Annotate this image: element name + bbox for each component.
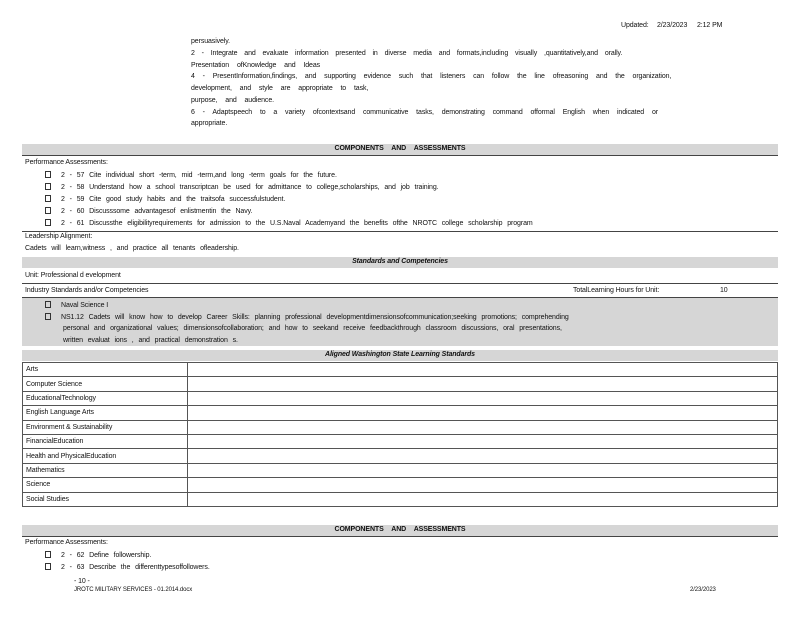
- standard-label: Science: [23, 478, 188, 492]
- competency-line: personal and organizational values; dimensionsofcollaboration; and how to seekand receive feedbackthrough classroom discussions, oral presentations,: [63, 325, 562, 332]
- standards-table: [22, 362, 778, 507]
- divider: [22, 283, 778, 284]
- standard-label: EducationalTechnology: [23, 391, 188, 405]
- performance-label: Performance Assessments:: [25, 539, 108, 546]
- updated-date: 2/23/2023: [657, 22, 688, 29]
- checkbox-square-icon: [45, 183, 51, 190]
- components-band-title: COMPONENTS AND ASSESSMENTS: [334, 145, 466, 152]
- table-row: [23, 377, 778, 391]
- table-row: [23, 420, 778, 434]
- checkbox-square-icon: [45, 207, 51, 214]
- intro-line: 2 - Integrate and evaluate information presented in diverse media and formats,including visually ,quantitatively,and orally.: [191, 50, 623, 57]
- list-item: 2 - 63 Describe the differenttypesoffollowers.: [45, 563, 210, 571]
- table-row: [23, 492, 778, 506]
- competency-heading: Naval Science I: [45, 301, 108, 309]
- leadership-label: Leadership Alignment:: [25, 233, 93, 240]
- intro-line: 6 - Adaptspeech to a variety ofcontextsand communicative tasks, demonstrating command offormal English when indicated or: [191, 109, 658, 116]
- competency-line: written evaluat ions , and practical demonstration s.: [63, 337, 238, 344]
- standard-cell: [188, 420, 778, 434]
- intro-line: Presentation ofKnowledge and Ideas: [191, 62, 321, 69]
- standard-label: Mathematics: [23, 463, 188, 477]
- table-row: [23, 434, 778, 448]
- unit-line: Unit: Professional d evelopment: [25, 272, 121, 279]
- checkbox-square-icon: [45, 313, 51, 320]
- industry-line: Industry Standards and/or Competencies: [25, 287, 149, 294]
- table-row: [23, 478, 778, 492]
- checkbox-square-icon: [45, 219, 51, 226]
- total-hours-label: TotalLearning Hours for Unit:: [573, 287, 660, 294]
- total-hours-value: 10: [720, 287, 728, 294]
- standard-cell: [188, 391, 778, 405]
- footer-date: 2/23/2023: [690, 587, 716, 593]
- intro-line: 4 - PresentInformation,findings, and supporting evidence such that listeners can follow the line ofreasoning and the organization,: [191, 73, 672, 80]
- components-band-title: COMPONENTS AND ASSESSMENTS: [334, 526, 466, 533]
- updated-label: Updated:: [621, 22, 649, 29]
- table-row: [23, 463, 778, 477]
- checkbox-square-icon: [45, 563, 51, 570]
- standard-label: FinancialEducation: [23, 434, 188, 448]
- aligned-standards-band-title: Aligned Washington State Learning Standards: [325, 351, 475, 358]
- performance-label: Performance Assessments:: [25, 159, 108, 166]
- standard-cell: [188, 463, 778, 477]
- checkbox-square-icon: [45, 551, 51, 558]
- table-row: [23, 406, 778, 420]
- standard-label: Computer Science: [23, 377, 188, 391]
- standards-band-title: Standards and Competencies: [352, 258, 448, 265]
- list-item: 2 - 62 Define followership.: [45, 551, 151, 559]
- checkbox-square-icon: [45, 301, 51, 308]
- table-row: [23, 363, 778, 377]
- standard-cell: [188, 406, 778, 420]
- list-item: 2 - 58 Understand how a school transcriptcan be used for admittance to college,scholarships, and job training.: [45, 183, 438, 191]
- standards-band: [22, 257, 778, 268]
- leadership-text: Cadets will learn,witness , and practice all tenants ofleadership.: [25, 245, 239, 252]
- table-row: [23, 391, 778, 405]
- standard-cell: [188, 478, 778, 492]
- standard-cell: [188, 377, 778, 391]
- list-item: 2 - 59 Cite good study habits and the traitsofa successfulstudent.: [45, 195, 285, 203]
- divider: [22, 231, 778, 232]
- aligned-standards-band: [22, 350, 778, 361]
- intro-line: development, and style are appropriate to task,: [191, 85, 369, 92]
- footer-file-name: JROTC MILITARY SERVICES - 01.2014.docx: [74, 587, 193, 593]
- standard-label: Social Studies: [23, 492, 188, 506]
- intro-line: purpose, and audience.: [191, 97, 274, 104]
- standard-label: Health and PhysicalEducation: [23, 449, 188, 463]
- intro-line: appropriate.: [191, 120, 228, 127]
- divider: [22, 155, 778, 156]
- list-item: 2 - 60 Discusssome advantagesof enlistmentin the Navy.: [45, 207, 252, 215]
- components-band: [22, 525, 778, 536]
- standard-cell: [188, 449, 778, 463]
- standard-label: English Language Arts: [23, 406, 188, 420]
- standard-cell: [188, 492, 778, 506]
- components-band: [22, 144, 778, 155]
- checkbox-square-icon: [45, 195, 51, 202]
- table-row: [23, 449, 778, 463]
- standard-cell: [188, 363, 778, 377]
- standard-label: Environment & Sustainability: [23, 420, 188, 434]
- list-item: 2 - 57 Cite individual short -term, mid -term,and long -term goals for the future.: [45, 171, 337, 179]
- intro-line: persuasively.: [191, 38, 231, 45]
- standard-cell: [188, 434, 778, 448]
- updated-time: 2:12 PM: [697, 22, 723, 29]
- page-number: - 10 -: [74, 578, 90, 585]
- list-item: 2 - 61 Discussthe eligibilityrequirements for admission to the U.S.Naval Academyand the benefits ofthe NROTC college scholarship program: [45, 219, 533, 227]
- checkbox-square-icon: [45, 171, 51, 178]
- divider: [22, 536, 778, 537]
- standard-label: Arts: [23, 363, 188, 377]
- competency-line: NS1.12 Cadets will know how to develop Career Skills: planning professional developmentdimensionsofcommunication;seeking promotions; comprehending: [45, 313, 569, 321]
